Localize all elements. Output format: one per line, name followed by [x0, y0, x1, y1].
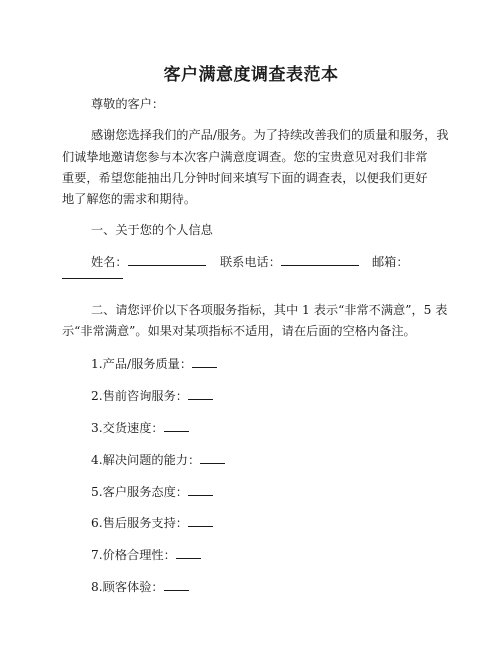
rating-item-label: 7.价格合理性：	[91, 548, 176, 562]
rating-blank[interactable]	[200, 450, 225, 464]
name-label: 姓名：	[91, 255, 128, 269]
section2-line-1: 二、请您评价以下各项服务指标，其中 1 表示“非常不满意”，5 表	[91, 303, 448, 317]
phone-field-row	[220, 252, 359, 272]
rating-item	[91, 577, 189, 597]
rating-blank[interactable]	[164, 577, 189, 591]
intro-line-2: 们诚挚地邀请您参与本次客户满意度调查。您的宝贵意见对我们非常	[62, 150, 428, 164]
rating-item-label: 4.解决问题的能力：	[91, 453, 201, 467]
section1-heading: 一、关于您的个人信息	[91, 223, 213, 237]
rating-blank[interactable]	[188, 513, 213, 527]
intro-line-1: 感谢您选择我们的产品/服务。为了持续改善我们的质量和服务，我	[91, 128, 449, 142]
phone-label: 联系电话：	[220, 255, 281, 269]
email-label: 邮箱：	[372, 255, 409, 269]
email-input-blank[interactable]	[62, 278, 123, 279]
greeting: 尊敬的客户：	[91, 97, 165, 111]
rating-item	[91, 482, 213, 502]
rating-item	[91, 545, 201, 565]
phone-input-blank[interactable]	[281, 252, 359, 266]
rating-item	[91, 418, 189, 438]
rating-item	[91, 386, 213, 406]
rating-item-label: 8.顾客体验：	[91, 580, 164, 594]
rating-item-label: 1.产品/服务质量：	[91, 357, 193, 371]
page-title: 客户满意度调查表范本	[163, 65, 339, 85]
rating-item-label: 2.售前咨询服务：	[91, 389, 188, 403]
rating-item-label: 6.售后服务支持：	[91, 516, 188, 530]
intro-line-4: 地了解您的需求和期待。	[62, 192, 197, 206]
rating-blank[interactable]	[164, 418, 189, 432]
rating-item	[91, 513, 213, 533]
name-input-blank[interactable]	[128, 252, 206, 266]
rating-blank[interactable]	[192, 354, 217, 368]
name-field-row	[91, 252, 206, 272]
rating-item-label: 5.客户服务态度：	[91, 485, 188, 499]
intro-line-3: 重要，希望您能抽出几分钟时间来填写下面的调查表，以便我们更好	[62, 171, 428, 185]
rating-item-label: 3.交货速度：	[91, 421, 164, 435]
rating-blank[interactable]	[188, 386, 213, 400]
rating-item	[91, 450, 225, 470]
rating-item	[91, 354, 217, 374]
rating-blank[interactable]	[188, 482, 213, 496]
section2-line-2: 示“非常满意”。如果对某项指标不适用，请在后面的空格内备注。	[62, 324, 416, 338]
rating-blank[interactable]	[176, 545, 201, 559]
